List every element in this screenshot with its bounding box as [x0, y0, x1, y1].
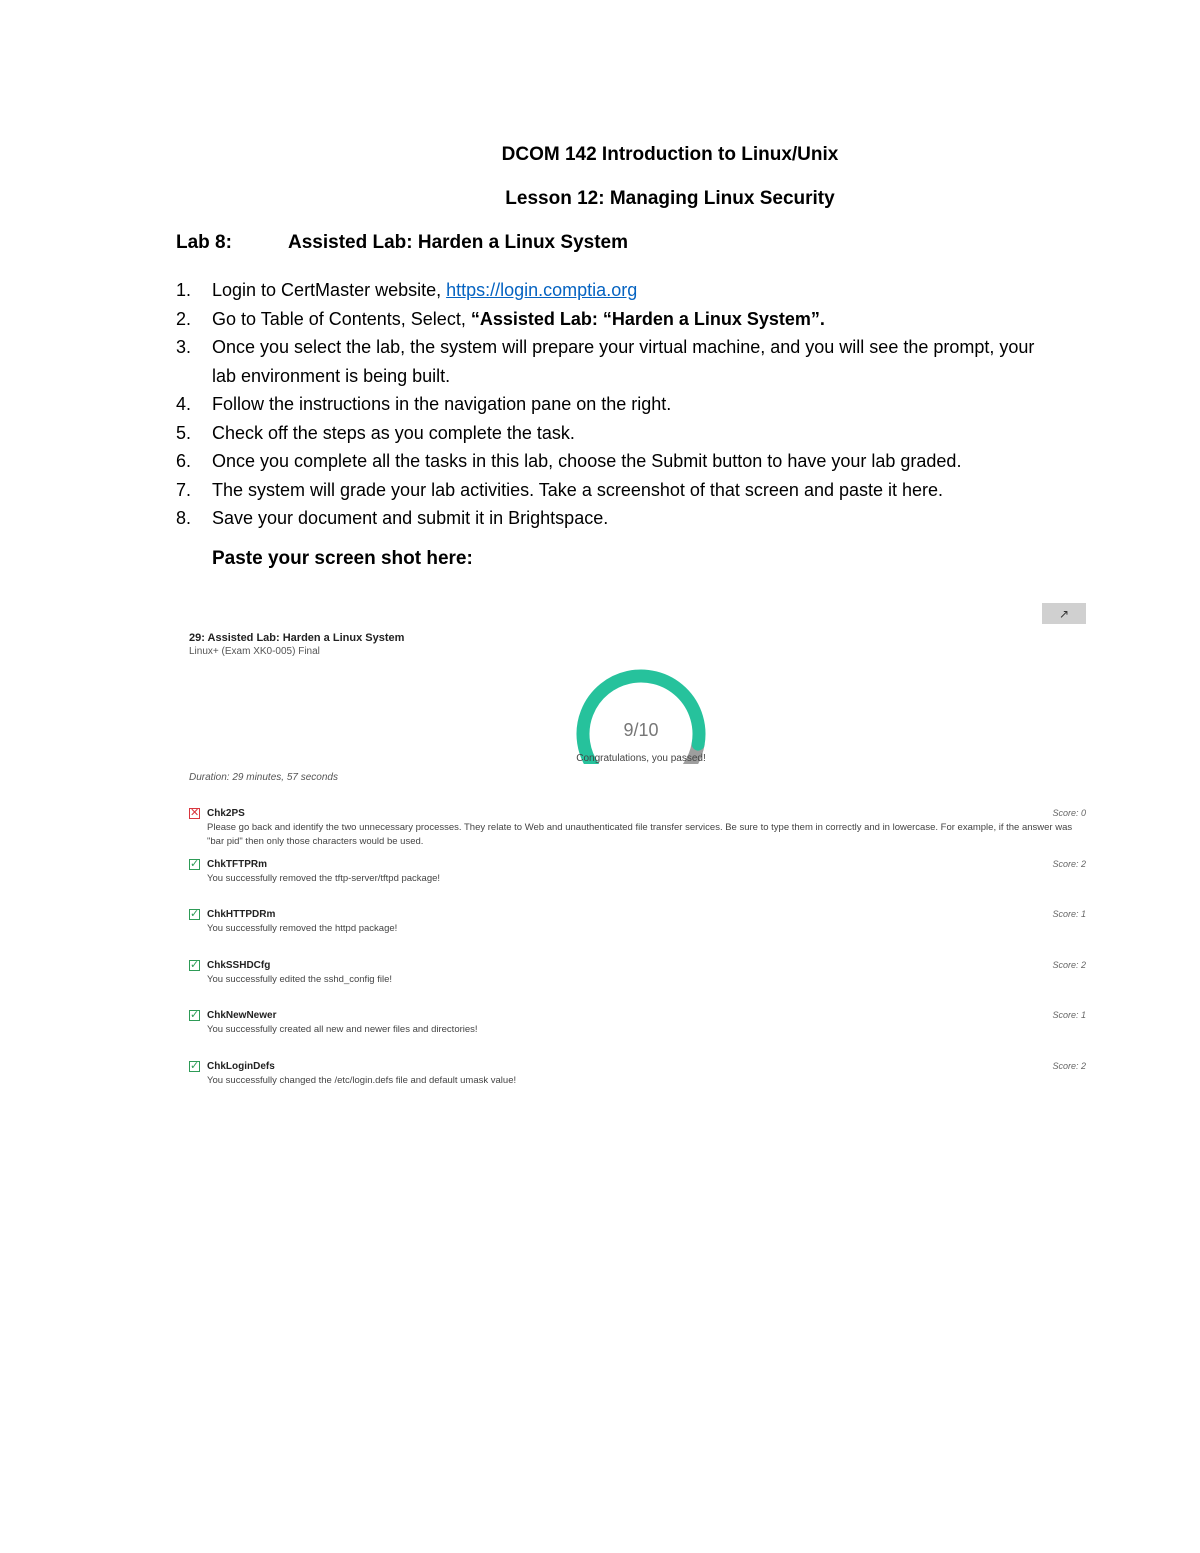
paste-label: Paste your screen shot here:: [212, 548, 473, 569]
step-text: Save your document and submit it in Brightspace.: [212, 508, 609, 528]
check-message: You successfully changed the /etc/login.defs file and default umask value!: [207, 1074, 517, 1086]
check-message: You successfully edited the sshd_config file!: [207, 973, 393, 985]
pass-check-icon: ✓: [190, 857, 200, 870]
result-item: [189, 960, 1086, 1011]
step-number: 8.: [176, 508, 192, 528]
check-score: Score: 2: [1052, 858, 1086, 869]
list-item: [176, 390, 1056, 419]
pass-check-icon: ✓: [190, 908, 200, 920]
lab-heading: [176, 232, 628, 254]
lab-result-title: 29: Assisted Lab: Harden a Linux System: [189, 632, 405, 644]
check-score: Score: 2: [1052, 959, 1086, 970]
list-item: [176, 276, 1056, 305]
check-name: ChkTFTPRm: [207, 858, 267, 870]
check-name: ChkSSHDCfg: [207, 959, 271, 971]
check-message: You successfully removed the tftp-server/tftpd package!: [207, 872, 441, 884]
list-item: [176, 504, 1056, 533]
step-text: Once you complete all the tasks in this lab, choose the Submit button to have your lab graded.: [212, 451, 962, 471]
lesson-title: Lesson 12: Managing Linux Security: [505, 188, 835, 209]
step-number: 2.: [176, 308, 192, 329]
step-text: Once you select the lab, the system will prepare your virtual machine, and you will see the prompt, your lab environment is being built.: [212, 337, 1035, 386]
result-item: [189, 909, 1086, 960]
duration-text: Duration: 29 minutes, 57 seconds: [189, 772, 338, 783]
embedded-screenshot: [176, 596, 1096, 1116]
result-item: [189, 808, 1086, 859]
check-name: ChkNewNewer: [207, 1010, 277, 1021]
step-bold-text: “Assisted Lab: “Harden a Linux System”.: [470, 308, 825, 329]
pass-check-icon: ✓: [190, 1059, 200, 1072]
result-list: [189, 808, 1086, 1111]
list-item: [176, 476, 1056, 505]
check-message: You successfully removed the httpd package!: [207, 923, 398, 934]
score-gauge: [566, 664, 716, 764]
lab-result-subtitle: Linux+ (Exam XK0-005) Final: [189, 646, 320, 657]
step-number: 4.: [176, 394, 192, 414]
step-text: Follow the instructions in the navigation pane on the right.: [212, 394, 672, 414]
step-number: 3.: [176, 337, 192, 357]
check-name: Chk2PS: [207, 808, 245, 819]
pass-check-icon: ✓: [190, 958, 200, 971]
step-number: 1.: [176, 280, 192, 300]
step-text: Login to CertMaster website,: [212, 280, 447, 300]
check-score: Score: 2: [1052, 1060, 1086, 1071]
step-text: The system will grade your lab activities. Take a screenshot of that screen and paste it here.: [212, 479, 944, 500]
instruction-list: [176, 276, 1056, 533]
login-link[interactable]: https://login.comptia.org: [446, 280, 638, 300]
check-name: ChkHTTPDRm: [207, 909, 276, 920]
result-item: [189, 1010, 1086, 1061]
list-item: [176, 419, 1056, 448]
course-title: DCOM 142 Introduction to Linux/Unix: [501, 144, 839, 165]
check-name: ChkLoginDefs: [207, 1060, 275, 1072]
result-item: [189, 1061, 1086, 1112]
list-item: [176, 447, 1056, 476]
list-item: [176, 305, 1056, 334]
check-score: Score: 1: [1052, 909, 1086, 919]
pass-check-icon: ✓: [190, 1009, 200, 1021]
lab-number: Lab 8:: [176, 232, 232, 253]
check-message: Please go back and identify the two unnecessary processes. They relate to Web and unauthenticated file transfer services. Be sure to type them in correctly and in lowercase. For example, if the answer was "bar pid" then only those characters would be used.: [207, 822, 1073, 847]
score-text: 9/10: [623, 720, 659, 740]
check-score: Score: 0: [1052, 808, 1086, 818]
check-score: Score: 1: [1052, 1010, 1086, 1020]
check-message: You successfully created all new and newer files and directories!: [207, 1024, 478, 1035]
external-link-button[interactable]: [1042, 603, 1086, 624]
lab-title: Assisted Lab: Harden a Linux System: [288, 232, 628, 253]
congrats-message: Congratulations, you passed!: [576, 753, 706, 764]
list-item: [176, 333, 1056, 390]
step-number: 7.: [176, 479, 192, 500]
external-link-icon: ↗: [1058, 606, 1070, 621]
step-number: 5.: [176, 422, 192, 443]
fail-check-icon: ✕: [190, 807, 200, 819]
step-number: 6.: [176, 451, 192, 471]
result-item: [189, 859, 1086, 910]
step-text: Go to Table of Contents, Select,: [212, 308, 471, 329]
step-text: Check off the steps as you complete the task.: [212, 422, 575, 443]
